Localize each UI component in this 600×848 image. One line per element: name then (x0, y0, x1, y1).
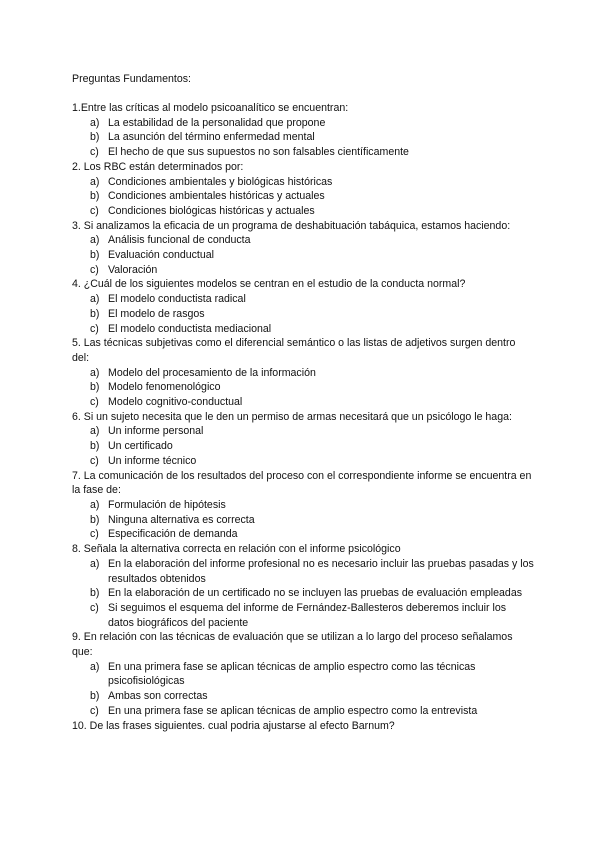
answer-option (72, 527, 534, 542)
option-text: En una primera fase se aplican técnicas de amplio espectro como las técnicas psicofisiológicas (108, 660, 476, 688)
option-letter: c) (90, 396, 99, 409)
option-letter: c) (90, 704, 99, 717)
answer-options (72, 175, 534, 219)
question-text: 10. De las frases siguientes. cual podria ajustarse al efecto Barnum? (72, 719, 395, 732)
option-letter: b) (90, 307, 100, 320)
option-text: Ambas son correctas (108, 690, 208, 703)
answer-options (72, 498, 534, 542)
answer-option (72, 395, 534, 410)
page-title: Preguntas Fundamentos: (72, 73, 191, 85)
option-letter: b) (90, 690, 100, 703)
answer-option (72, 130, 534, 145)
option-text: El modelo conductista radical (108, 293, 246, 306)
question-1 (72, 101, 534, 160)
option-letter: a) (90, 293, 100, 306)
answer-options (72, 233, 534, 277)
question-2 (72, 160, 534, 219)
option-letter: c) (90, 601, 99, 614)
answer-option (72, 116, 534, 131)
option-letter: a) (90, 425, 100, 438)
option-letter: a) (90, 557, 100, 570)
question-7 (72, 469, 534, 543)
question-text: 9. En relación con las técnicas de evaluación que se utilizan a lo largo del proceso señalamos que: (72, 631, 513, 659)
answer-options (72, 116, 534, 160)
option-letter: c) (90, 454, 99, 467)
option-text: Formulación de hipótesis (108, 498, 226, 511)
option-text: El hecho de que sus supuestos no son falsables científicamente (108, 146, 409, 159)
question-text: 1.Entre las críticas al modelo psicoanalítico se encuentran: (72, 102, 349, 114)
answer-option (72, 660, 534, 689)
question-6 (72, 410, 534, 469)
answer-option (72, 586, 534, 601)
option-text: El modelo conductista mediacional (108, 322, 272, 335)
option-letter: a) (90, 366, 100, 379)
answer-option (72, 366, 534, 381)
option-letter: c) (90, 204, 99, 217)
option-letter: a) (90, 498, 100, 511)
answer-option (72, 204, 534, 219)
option-text: Un informe técnico (108, 454, 197, 467)
question-text: 3. Si analizamos la eficacia de un programa de deshabituación tabáquica, estamos haciendo: (72, 219, 511, 232)
answer-option (72, 380, 534, 395)
answer-option (72, 557, 534, 586)
question-text: 8. Señala la alternativa correcta en relación con el informe psicológico (72, 543, 401, 556)
option-text: Modelo cognitivo-conductual (108, 396, 243, 409)
answer-option (72, 248, 534, 263)
question-5 (72, 336, 534, 410)
option-text: Modelo fenomenológico (108, 381, 221, 394)
answer-option (72, 263, 534, 278)
answer-option (72, 292, 534, 307)
question-9 (72, 630, 534, 718)
answer-option (72, 145, 534, 160)
answer-option (72, 175, 534, 190)
answer-option (72, 498, 534, 513)
question-text: 7. La comunicación de los resultados del proceso con el correspondiente informe se encuentra en la fase de: (72, 469, 532, 497)
option-letter: b) (90, 513, 100, 526)
option-text: En la elaboración de un certificado no se incluyen las pruebas de evaluación empleadas (108, 587, 523, 600)
answer-options (72, 660, 534, 719)
option-letter: c) (90, 322, 99, 335)
question-10 (72, 719, 534, 734)
answer-option (72, 439, 534, 454)
option-text: Si seguimos el esquema del informe de Fernández-Ballesteros deberemos incluir los datos biográficos del paciente (108, 601, 507, 629)
answer-option (72, 689, 534, 704)
option-text: Condiciones biológicas históricas y actuales (108, 204, 315, 217)
question-text: 5. Las técnicas subjetivas como el diferencial semántico o las listas de adjetivos surgen dentro del: (72, 337, 516, 364)
option-text: Un certificado (108, 440, 173, 453)
option-letter: b) (90, 381, 100, 394)
option-text: Especificación de demanda (108, 528, 238, 541)
answer-option (72, 601, 534, 630)
answer-options (72, 366, 534, 410)
question-text: 6. Si un sujeto necesita que le den un permiso de armas necesitará que un psicólogo le haga: (72, 410, 512, 423)
option-letter: b) (90, 440, 100, 453)
question-text: 2. Los RBC están determinados por: (72, 160, 244, 173)
option-text: Modelo del procesamiento de la información (108, 366, 316, 379)
option-letter: c) (90, 146, 99, 159)
answer-option (72, 454, 534, 469)
answer-options (72, 292, 534, 336)
option-letter: b) (90, 587, 100, 600)
option-letter: b) (90, 131, 100, 144)
option-text: Condiciones ambientales históricas y actuales (108, 190, 325, 203)
option-text: Ninguna alternativa es correcta (108, 513, 255, 526)
question-list (72, 101, 534, 733)
option-text: Valoración (108, 263, 158, 276)
question-text: 4. ¿Cuál de los siguientes modelos se centran en el estudio de la conducta normal? (72, 278, 466, 291)
option-letter: c) (90, 528, 99, 541)
question-3 (72, 219, 534, 278)
question-8 (72, 542, 534, 630)
option-text: Evaluación conductual (108, 249, 215, 262)
option-text: Análisis funcional de conducta (108, 234, 251, 247)
answer-option (72, 704, 534, 719)
answer-option (72, 189, 534, 204)
answer-option (72, 513, 534, 528)
option-text: La estabilidad de la personalidad que propone (108, 116, 326, 129)
answer-option (72, 424, 534, 439)
option-letter: a) (90, 660, 100, 673)
answer-option (72, 233, 534, 248)
option-letter: a) (90, 116, 100, 129)
option-text: Un informe personal (108, 425, 204, 438)
option-text: Condiciones ambientales y biológicas históricas (108, 175, 333, 188)
option-text: La asunción del término enfermedad mental (108, 131, 315, 144)
option-letter: b) (90, 190, 100, 203)
option-letter: b) (90, 249, 100, 262)
option-letter: a) (90, 234, 100, 247)
answer-options (72, 424, 534, 468)
answer-option (72, 322, 534, 337)
answer-options (72, 557, 534, 631)
option-text: En una primera fase se aplican técnicas de amplio espectro como la entrevista (108, 704, 478, 717)
answer-option (72, 307, 534, 322)
option-letter: c) (90, 263, 99, 276)
option-text: El modelo de rasgos (108, 307, 205, 320)
option-text: En la elaboración del informe profesional no es necesario incluir las pruebas pasadas y los resultados obtenidos (108, 557, 534, 585)
option-letter: a) (90, 175, 100, 188)
question-4 (72, 277, 534, 336)
